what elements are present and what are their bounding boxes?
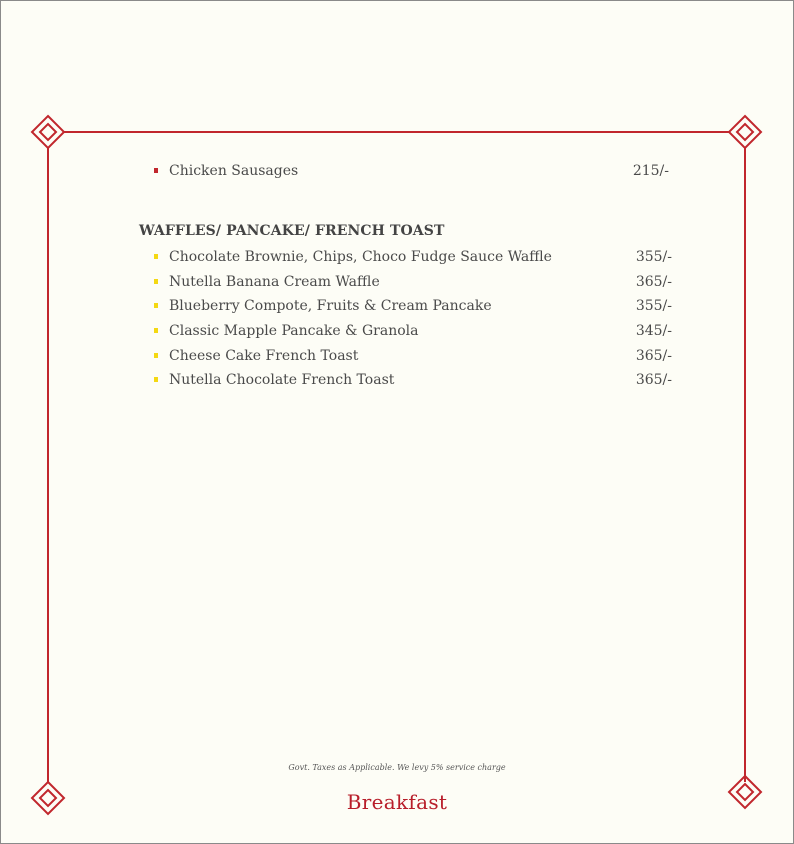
item-name: Nutella Banana Cream Waffle: [169, 274, 380, 290]
bullet-icon: [154, 353, 158, 358]
item-price: 215/-: [632, 163, 669, 179]
corner-diamond-top-left: [32, 116, 64, 148]
menu-item: [154, 274, 674, 294]
menu-item: [154, 249, 674, 269]
bullet-icon: [154, 303, 158, 308]
menu-item: [154, 348, 674, 368]
item-price: 355/-: [635, 298, 672, 314]
menu-item: [154, 163, 674, 183]
menu-item: [154, 298, 674, 318]
bullet-icon: [154, 377, 158, 382]
item-price: 365/-: [635, 348, 672, 364]
bullet-icon: [154, 328, 158, 333]
item-price: 365/-: [635, 274, 672, 290]
item-price: 355/-: [635, 249, 672, 265]
item-name: Chicken Sausages: [169, 163, 299, 179]
bullet-icon: [154, 254, 158, 259]
corner-diamond-top-right: [729, 116, 761, 148]
item-name: Nutella Chocolate French Toast: [169, 372, 395, 388]
bullet-icon: [154, 168, 158, 173]
section-heading: WAFFLES/ PANCAKE/ FRENCH TOAST: [139, 223, 445, 239]
item-name: Classic Mapple Pancake & Granola: [169, 323, 419, 339]
item-price: 365/-: [635, 372, 672, 388]
item-name: Cheese Cake French Toast: [169, 348, 359, 364]
bullet-icon: [154, 279, 158, 284]
tax-note: Govt. Taxes as Applicable. We levy 5% service charge: [288, 763, 506, 772]
item-price: 345/-: [635, 323, 672, 339]
menu-page-title: Breakfast: [346, 790, 448, 814]
item-name: Chocolate Brownie, Chips, Choco Fudge Sauce Waffle: [169, 249, 552, 265]
menu-item: [154, 323, 674, 343]
menu-item: [154, 372, 674, 392]
item-name: Blueberry Compote, Fruits & Cream Pancake: [169, 298, 492, 314]
